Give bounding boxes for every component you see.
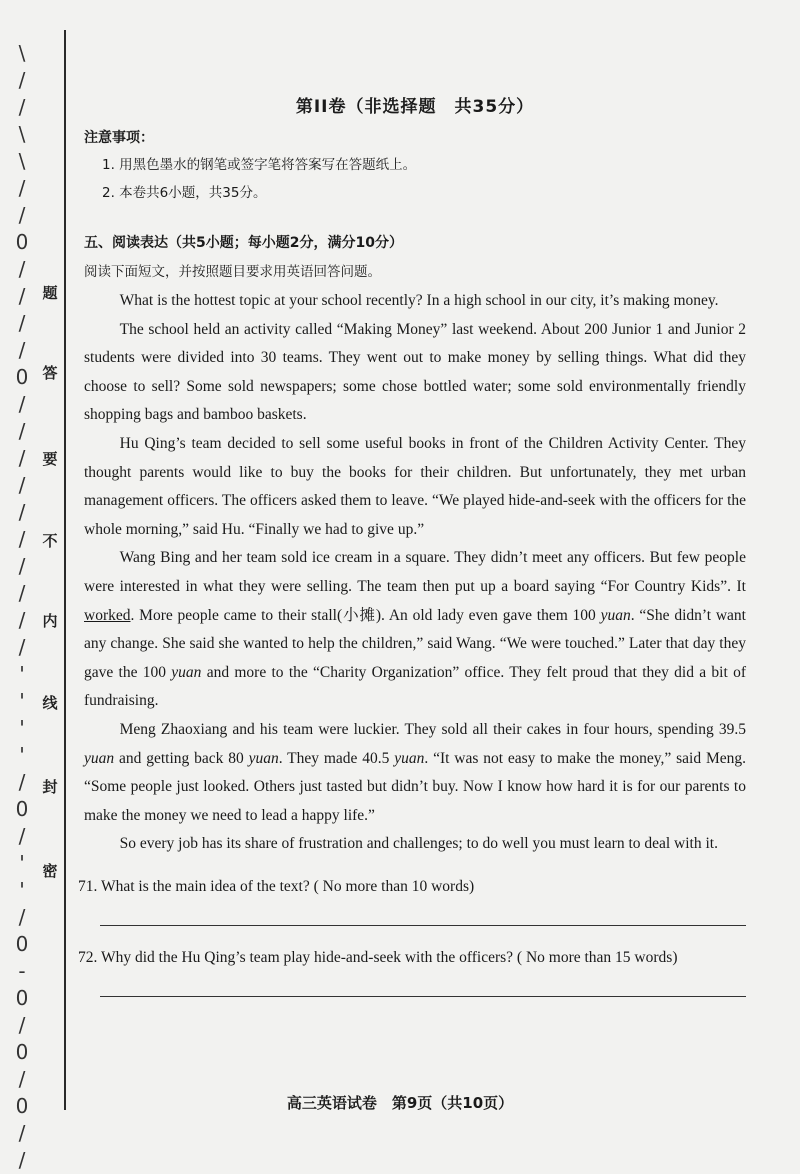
notice-label: 注意事项： xyxy=(84,130,154,146)
page-footer: 高三英语试卷 第9页（共10页） xyxy=(286,1094,514,1112)
seal-char-5: 内 xyxy=(42,612,58,630)
passage-paragraph-2: The school held an activity called “Making Money” last weekend. About 200 Junior 1 and Junior 2 students were divided into 30 teams. They went out to make money by selling things. What did they choose to sell? Some sold newspapers; some chose bottled water; some sold environmentally friendly shopping bags and bamboo baskets. xyxy=(84,320,746,424)
binding-margin xyxy=(0,20,70,1172)
underlined-word: worked xyxy=(84,606,131,624)
passage-paragraph-5: Meng Zhaoxiang and his team were luckier. They sold all their cakes in four hours, spending 39.5 yuan and getting back 80 yuan. They made 40.5 yuan. “It was not easy to make the money,” said Meng. “Some people just looked. Others just tasted but didn’t buy. Now I know how hard it is for our parents to make the money we need to lead a happy life.” xyxy=(84,720,746,824)
answer-line-72[interactable] xyxy=(100,996,746,997)
question-71: 71. What is the main idea of the text? ( No more than 10 words) xyxy=(78,877,475,895)
seal-char-1: 题 xyxy=(42,284,58,302)
answer-line-71[interactable] xyxy=(100,925,746,926)
seal-char-6: 线 xyxy=(42,694,58,712)
seal-char-4: 不 xyxy=(42,532,58,550)
page-title: 第II卷（非选择题 共35分） xyxy=(295,97,535,117)
passage-paragraph-6: So every job has its share of frustration and challenges; to do well you must learn to deal with it. xyxy=(119,835,718,853)
seal-char-3: 要 xyxy=(42,450,58,468)
cut-line-dashes: \ / / \ \ / / 0 / / / / 0 / / / / / / / / / / ' ' ' ' / 0 / ' ' / 0 - 0 / 0 / 0 / / xyxy=(15,41,29,1172)
seal-char-7: 封 xyxy=(42,778,58,796)
passage-paragraph-4: Wang Bing and her team sold ice cream in a square. They didn’t meet any officers. But few people were interested in what they were selling. The team then put up a board saying “For Country Kids”. It worked. More people came to their stall(小摊). An old lady even gave them 100 yuan. “She didn’t want any change. She said she wanted to help the children,” said Wang. “We were touched.” Later that day they gave the 100 yuan and more to the “Charity Organization” office. They felt proud that they did a bit of fundraising. xyxy=(84,549,746,710)
notice-item: 2. 本卷共6小题，共35分。 xyxy=(102,185,267,201)
passage-paragraph-1: What is the hottest topic at your school recently? In a high school in our city, it’s making money. xyxy=(119,292,719,309)
section-instruction: 阅读下面短文，并按照题目要求用英语回答问题。 xyxy=(84,264,381,280)
seal-char-8: 密 xyxy=(42,862,58,880)
question-72: 72. Why did the Hu Qing’s team play hide-and-seek with the officers? ( No more than 15 words) xyxy=(78,948,678,966)
passage-paragraph-3: Hu Qing’s team decided to sell some useful books in front of the Children Activity Center. They thought parents would like to buy the books for their children. But unfortunately, they met urban management officers. The officers asked them to leave. “We played hide-and-seek with the officers for the whole morning,” said Hu. “Finally we had to give up.” xyxy=(84,434,746,538)
binding-line xyxy=(64,30,66,1110)
notice-item: 1. 用黑色墨水的钢笔或签字笔将答案写在答题纸上。 xyxy=(102,157,417,173)
seal-char-2: 答 xyxy=(42,364,58,382)
section-heading: 五、阅读表达（共5小题；每小题2分，满分10分） xyxy=(84,235,403,251)
main-content xyxy=(78,92,746,997)
